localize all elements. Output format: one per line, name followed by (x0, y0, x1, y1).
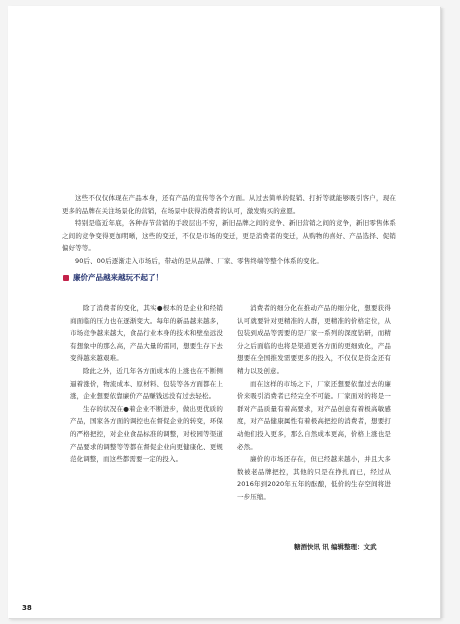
heading-bullet-icon (63, 275, 69, 281)
magazine-page (8, 6, 440, 618)
left-paragraph-1: 除了消费者的变化，其实●根本的是企业和经销商面临的压力也在逐渐变大。每年的新品越来越多，市场竞争越来越大，食品行业本身的技术和壁垒远没有想象中的那么高，产品大量的雷同，想要生存下去变得越来越艰难。 (70, 304, 223, 363)
intro-paragraph-2: 特别是临近年底，各种春节营销的手段层出不穷，新旧品牌之间的竞争、新旧营销之间的竞争，新旧零售体系之间的竞争变得更加明晰，这些的变迁，不仅是市场的变迁，更是消费者的变迁，从购物的喜好、产品选择、促销偏好等等。 (62, 219, 396, 253)
left-paragraph-3: 生存的状况在●着企业不断进步，做出更优质的产品，国家各方面的调控也在督促企业的转变，环保的严格把控，对企业食品标准的调整，对校园等渠道产品要求的调整等等都在督促企业向更健康化、更规范化调整，而这些都需要一定的投入。 (70, 404, 223, 464)
section-heading (63, 272, 163, 283)
right-paragraph-1: 消费者的细分化在推动产品的细分化，想要获得认可就要针对更精准的人群，更精准的价格定位，从包装到成品等需要的是厂家一系列的深度钻研，而精分之后面临的也将是渠道更各方面的更细致化，产品想要在全国推发需要更多的投入，不仅仅是资金还有精力以及创意。 (237, 304, 391, 375)
byline: 糖酒快讯 讯 编辑整理：文武 (294, 543, 377, 551)
right-column (237, 302, 391, 504)
page-number: 38 (22, 604, 32, 612)
intro-paragraph-3: 90后、00后逐渐走入市场后，带动的是从品牌、厂家、零售终端等整个体系的变化。 (75, 256, 323, 265)
left-paragraph-2: 除此之外，近几年各方面成本的上涨也在不断侧逼着涨价，物流成本、原材料、包装等各方面都在上涨，企业想要依靠廉价产品赚钱远没有过去轻松。 (70, 366, 223, 401)
intro-paragraphs (62, 192, 396, 268)
right-paragraph-2: 而在这样的市场之下，厂家还想要依靠过去的廉价来吸引消费者已经完全不可能。厂家面对的将是一群对产品质量有着高要求，对产品创意有着极高敏感度，对产品健康属性有着极高把控的消费者，想要打动他们投入更多，那么自然成本更高，价格上涨也是必然。 (237, 379, 391, 451)
page-edge-shadow (440, 8, 446, 618)
left-column (70, 302, 223, 466)
right-paragraph-3: 廉价的市场还存在，但已经越来越小，并且大多数被老品牌把控，其他的只是在挣扎而已，经过从2016年到2020年五年的酝酿，低价的生存空间将进一步压缩。 (237, 455, 391, 501)
section-heading-text: 廉价产品越来越玩不起了！ (73, 273, 163, 282)
intro-paragraph-1: 这些不仅仅体现在产品本身，还有产品的宣传等各个方面。从过去简单的促销、打折等就能够吸引客户，现在更多的品牌在关注场景化的营销，在场景中获得消费者的认可，激发购买的意愿。 (62, 194, 396, 215)
